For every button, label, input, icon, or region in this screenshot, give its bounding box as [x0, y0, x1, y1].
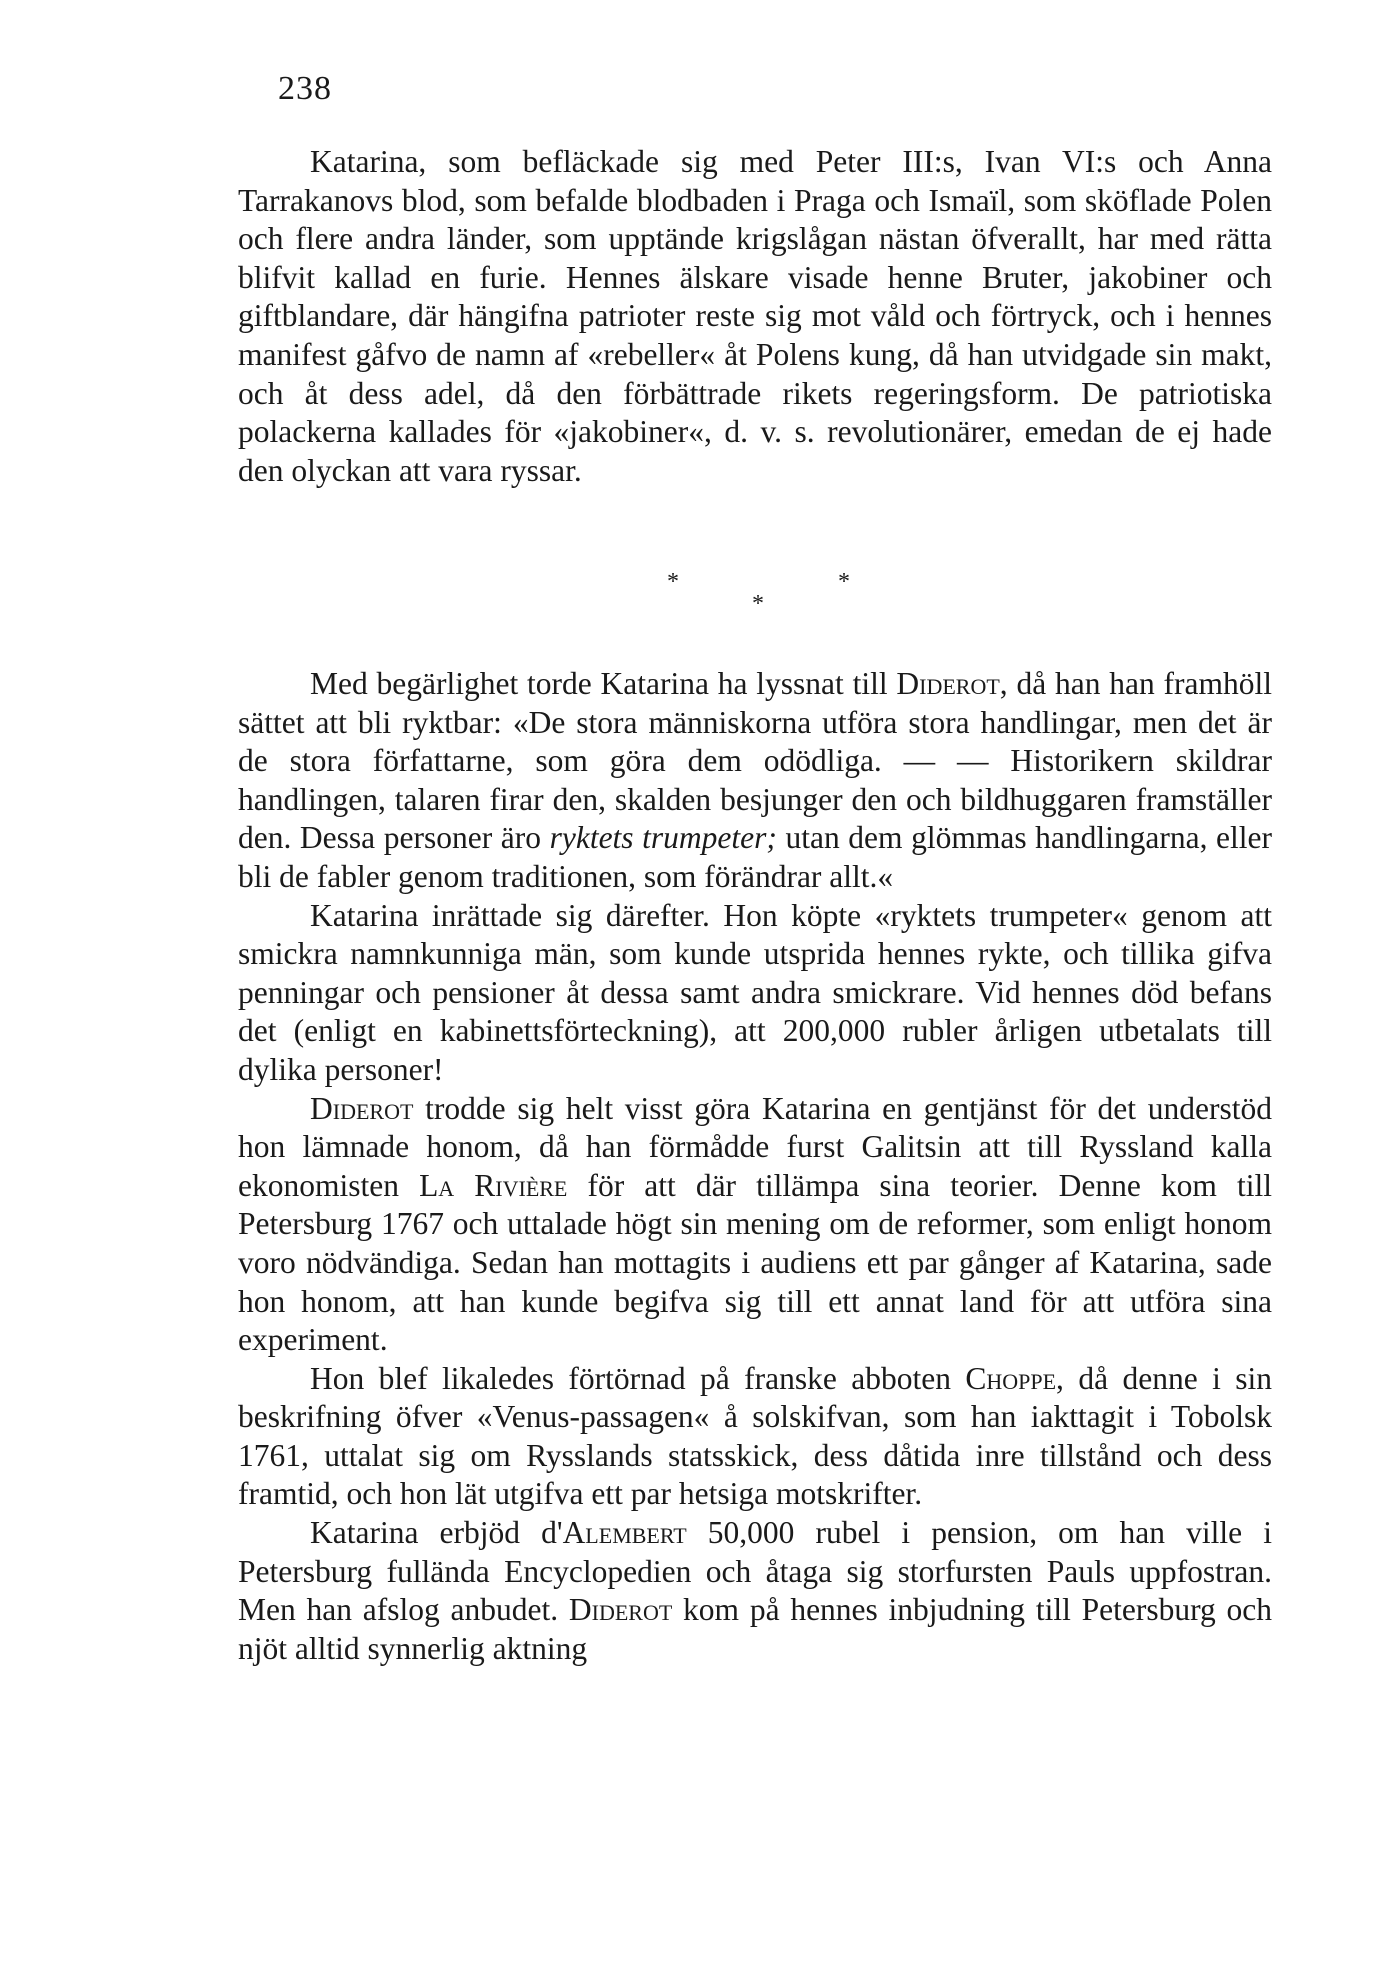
- text-run: 50,000 rubel i pension, om han ville i Petersburg fullända Encyclopedien och åtaga sig storfursten Pauls uppfostran. Men han afslog anbudet.: [238, 1515, 1272, 1628]
- italic-phrase: ryktets trumpeter;: [549, 820, 777, 856]
- person-name: Diderot: [568, 1592, 673, 1628]
- asterism-separator: [0, 570, 1400, 630]
- text-run: utan dem glömmas handlingarna, eller bli de fabler genom traditionen, som förändrar allt.«: [238, 820, 1273, 894]
- text-run: för att där tillämpa sina teorier. Denne kom till Petersburg 1767 och uttalade högt sin mening om de reformer, som enligt honom voro nödvändiga. Sedan han mottagits i audiens ett par gånger af Katarina, sade hon honom, att han kunde begifva sig till ett annat land för att utföra sina experiment.: [238, 1167, 1273, 1358]
- paragraph-la-riviere: [238, 1090, 1272, 1360]
- text-run: Med begärlighet torde Katarina ha lyssnat till: [310, 666, 897, 701]
- paragraph-diderot-quote: [238, 665, 1272, 897]
- person-name: Diderot: [896, 666, 1000, 701]
- paragraph-alembert: [238, 1514, 1272, 1668]
- paragraph-katarina-furie: Katarina, som befläckade sig med Peter III:s, Ivan VI:s och Anna Tarrakanovs blod, som befalde blodbaden i Praga och Ismaïl, som sköflade Polen och flere andra länder, som upptände krigslågan nästan öfverallt, har med rätta blifvit kallad en furie. Hennes älskare visade henne Bruter, jakobiner och giftblandare, där hängifna patrioter reste sig mot våld och förtryck, och i hennes manifest gåfvo de namn af «rebeller« åt Polens kung, då han utvidgade sin makt, och åt dess adel, då den förbättrade rikets regeringsform. De patriotiska polackerna kallades för «jakobiner«, d. v. s. revolutionärer, emedan de ej hade den olyckan att vara ryssar.: [238, 144, 1272, 488]
- section-1: [238, 143, 1272, 490]
- paragraph-trumpeter: Katarina inrättade sig därefter. Hon köpte «ryktets trumpeter« genom att smickra namnkunniga män, som kunde utsprida hennes rykte, och tillika gifva penningar och pensioner åt dessa samt andra smickrare. Vid hennes död befans det (enligt en kabinettsförteckning), att 200,000 rubler årligen utbetalats till dylika personer!: [238, 897, 1272, 1087]
- text-run: Hon blef likaledes förtörnad på franske abboten: [310, 1360, 966, 1396]
- person-name: Alembert: [562, 1515, 687, 1551]
- text-run: trodde sig helt visst göra Katarina en gentjänst för det understöd hon lämnade honom, då han förmådde furst Galitsin att till Ryssland kalla ekonomisten: [238, 1090, 1272, 1203]
- separator-star: *: [667, 569, 679, 595]
- separator-star: *: [838, 569, 850, 595]
- page-number: 238: [278, 70, 332, 107]
- text-run: , då han han framhöll sättet att bli ryktbar: «De stora människorna utföra stora handlingar, men det är de stora författarne, som göra dem odödliga. — — Historikern skildrar handlingen, talaren firar den, skalden besjunger den och bildhuggaren framställer den. Dessa personer äro: [238, 666, 1272, 856]
- text-run: kom på hennes inbjudning till Petersburg och njöt alltid synnerlig aktning: [238, 1592, 1272, 1666]
- section-2: [238, 665, 1272, 1668]
- person-name: Choppe: [965, 1360, 1057, 1396]
- person-name: Diderot: [310, 1090, 414, 1126]
- text-run: , då denne i sin beskrifning öfver «Venus-passagen« å solskifvan, som han iakttagit i Tobolsk 1761, uttalat sig om Rysslands statsskick, dess dåtida inre tillstånd och dess framtid, och hon lät utgifva ett par hetsiga motskrifter.: [238, 1360, 1272, 1512]
- text-run: Katarina erbjöd d': [310, 1515, 563, 1551]
- separator-star: *: [752, 591, 764, 617]
- paragraph-choppe: [238, 1360, 1272, 1514]
- person-name: La Rivière: [419, 1167, 568, 1203]
